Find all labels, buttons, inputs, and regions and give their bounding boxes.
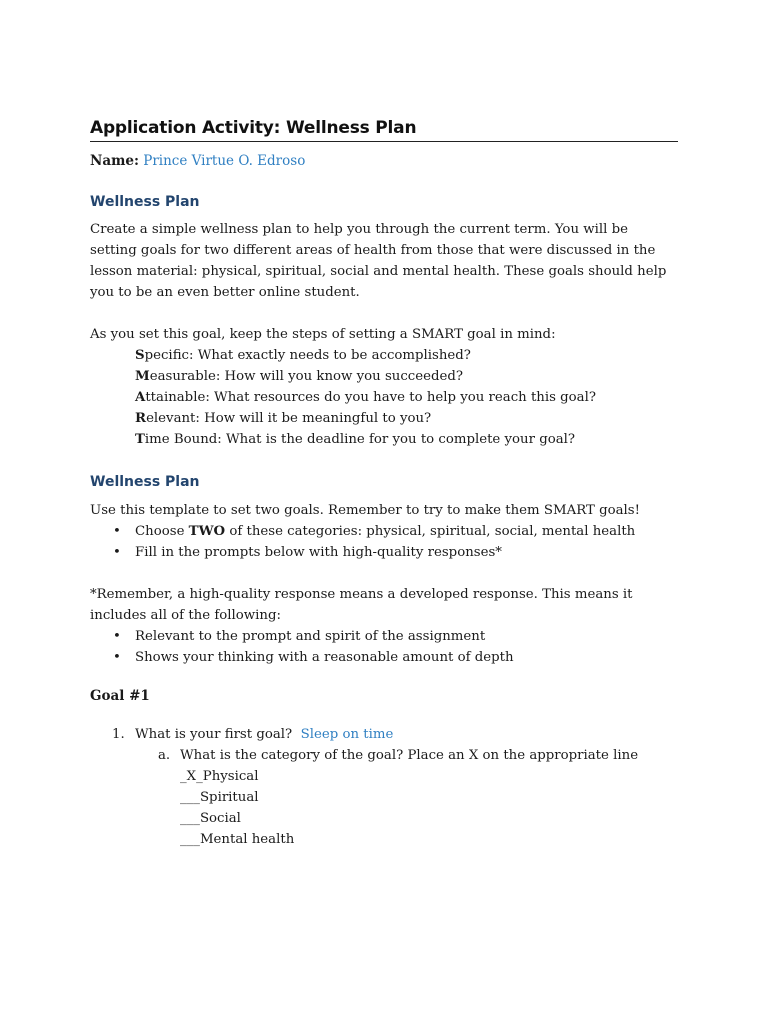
smart-item-time-bound: Time Bound: What is the deadline for you to complete your goal? (135, 432, 576, 447)
smart-intro: As you set this goal, keep the steps of setting a SMART goal in mind: (90, 327, 556, 342)
goal-1-answer[interactable]: Sleep on time (300, 727, 394, 742)
category-option-physical[interactable]: _X_Physical (180, 769, 259, 784)
sub-question-letter: a. (158, 748, 171, 763)
high-quality-criteria-list (90, 626, 678, 668)
smart-list (90, 345, 678, 450)
template-intro: Use this template to set two goals. Remember to try to make them SMART goals! (90, 503, 640, 518)
document-page (90, 118, 678, 850)
section-heading-wellness-plan-2: Wellness Plan (90, 474, 200, 490)
category-option-social[interactable]: ___Social (180, 811, 241, 826)
category-option-spiritual[interactable]: ___Spiritual (180, 790, 259, 805)
list-item: • Relevant to the prompt and spirit of the assignment (135, 626, 678, 647)
goal-1-label: Goal #1 (90, 688, 150, 704)
smart-item-attainable: Attainable: What resources do you have to help you reach this goal? (135, 390, 596, 405)
smart-item-relevant: Relevant: How will it be meaningful to you? (135, 411, 432, 426)
category-instructions-list (90, 521, 678, 563)
list-item: • Shows your thinking with a reasonable amount of depth (135, 647, 678, 668)
high-quality-note: *Remember, a high-quality response means a developed response. This means it includes all of the following: (90, 587, 633, 623)
list-item: • Choose TWO of these categories: physical, spiritual, social, mental health (135, 521, 678, 542)
question-text: What is your first goal? (135, 727, 293, 742)
sub-question-text: What is the category of the goal? Place an X on the appropriate line (180, 748, 639, 763)
smart-item-measurable: Measurable: How will you know you succeeded? (135, 369, 464, 384)
name-label: Name: (90, 153, 139, 169)
goal-1-question (90, 724, 678, 745)
intro-paragraph: Create a simple wellness plan to help you through the current term. You will be setting goals for two different areas of health from those that were discussed in the lesson material: physical, spiritual, social and mental health. These goals should help you to be an even better online student. (90, 222, 667, 300)
category-option-mental-health[interactable]: ___Mental health (180, 832, 295, 847)
name-value: Prince Virtue O. Edroso (143, 153, 306, 169)
name-line (90, 153, 678, 169)
document-title: Application Activity: Wellness Plan (90, 118, 678, 142)
section-heading-wellness-plan-1: Wellness Plan (90, 194, 200, 210)
list-item: • Fill in the prompts below with high-quality responses* (135, 542, 678, 563)
goal-1-category-question (90, 745, 678, 766)
smart-item-specific: Specific: What exactly needs to be accomplished? (135, 348, 471, 363)
question-number: 1. (112, 727, 125, 742)
